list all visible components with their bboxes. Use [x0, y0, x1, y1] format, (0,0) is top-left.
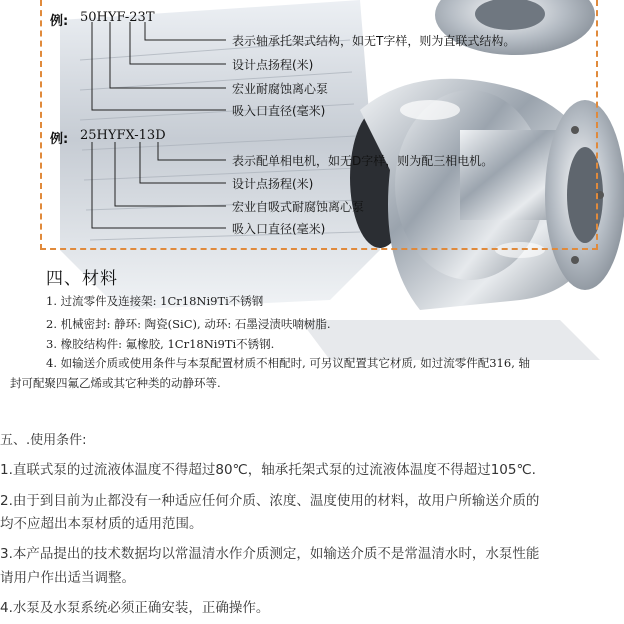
- example1-note-diameter: 吸入口直径(毫米): [232, 104, 326, 118]
- condition-line: 4.水泵及水泵系统必须正确安装，正确操作。: [0, 600, 270, 616]
- materials-title: 四、材料: [46, 269, 118, 289]
- example1-note-structure: 表示轴承托架式结构，如无T字样，则为直联式结构。: [232, 34, 516, 48]
- condition-line: 均不应超出本泵材质的适用范围。: [0, 516, 203, 532]
- condition-line: 1.直联式泵的过流液体温度不得超过80℃，轴承托架式泵的过流液体温度不得超过105℃.: [0, 462, 536, 478]
- condition-line: 请用户作出适当调整。: [0, 570, 135, 586]
- example2-model: 25HYFX-13D: [80, 128, 166, 143]
- condition-line: 3.本产品提出的技术数据均以常温清水作介质测定，如输送介质不是常温清水时，水泵性能: [0, 546, 540, 562]
- example2-note-series: 宏业自吸式耐腐蚀离心泵: [232, 200, 365, 214]
- example1-note-head: 设计点扬程(米): [232, 58, 314, 72]
- example2-note-head: 设计点扬程(米): [232, 177, 314, 191]
- materials-item: 4. 如输送介质或使用条件与本泵配置材质不相配时, 可另议配置其它材质, 如过流零件配316, 轴: [46, 356, 531, 370]
- example2-note-motor: 表示配单相电机，如无D字样，则为配三相电机。: [232, 154, 494, 168]
- conditions-title: 五、.使用条件:: [0, 433, 87, 448]
- example1-label: 例:: [50, 14, 69, 29]
- example2-label: 例:: [50, 132, 69, 147]
- materials-item: 2. 机械密封: 静环: 陶瓷(SiC), 动环: 石墨浸渍呋喃树脂.: [46, 317, 331, 331]
- materials-item: 3. 橡胶结构件: 氟橡胶, 1Cr18Ni9Ti不锈钢.: [46, 337, 275, 351]
- example1-note-series: 宏业耐腐蚀离心泵: [232, 82, 329, 96]
- example1-model: 50HYF-23T: [80, 10, 155, 25]
- condition-line: 2.由于到目前为止都没有一种适应任何介质、浓度、温度使用的材料，故用户所输送介质的: [0, 493, 540, 509]
- materials-item: 封可配聚四氟乙烯或其它种类的动静环等.: [10, 376, 221, 390]
- example2-note-diameter: 吸入口直径(毫米): [232, 222, 326, 236]
- materials-item: 1. 过流零件及连接架: 1Cr18Ni9Ti不锈钢: [46, 294, 264, 308]
